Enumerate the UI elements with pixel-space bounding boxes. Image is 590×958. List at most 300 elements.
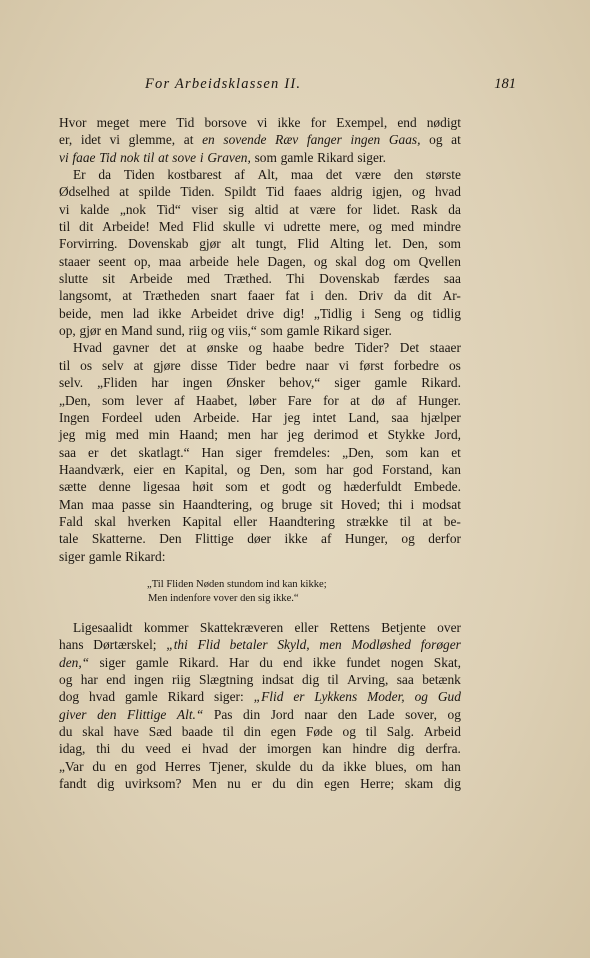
- word: [158, 305, 181, 322]
- word: [177, 706, 203, 723]
- roman-text: siger: [99, 654, 126, 670]
- word: [214, 688, 244, 705]
- word: [227, 775, 240, 792]
- word: [159, 218, 184, 235]
- roman-text: kostbarest: [167, 167, 222, 183]
- roman-text: passe: [121, 496, 151, 512]
- word: [405, 706, 437, 723]
- word: [415, 688, 428, 705]
- word: [59, 775, 87, 792]
- word: [421, 374, 461, 391]
- word: [307, 131, 342, 148]
- word: [93, 636, 156, 653]
- roman-text: vi: [256, 115, 268, 130]
- word: [167, 166, 221, 183]
- roman-text: du: [92, 758, 106, 774]
- roman-text: din: [243, 706, 261, 722]
- word: [426, 740, 461, 757]
- word: [230, 636, 268, 653]
- word: [293, 688, 304, 705]
- word: [224, 270, 272, 287]
- roman-text: eller: [294, 619, 319, 635]
- word: [444, 775, 461, 792]
- word: [92, 758, 105, 775]
- word: [139, 444, 190, 461]
- text-line: [59, 374, 461, 391]
- word: [149, 723, 172, 740]
- word: [271, 706, 294, 723]
- word: [388, 426, 425, 443]
- word: [247, 530, 271, 547]
- roman-text: en: [114, 758, 128, 774]
- roman-text: disse: [190, 357, 218, 373]
- roman-text: Dørtærskel;: [93, 637, 157, 653]
- roman-text: sig: [228, 201, 244, 217]
- roman-text: Tiden: [123, 167, 155, 183]
- roman-text: til: [222, 724, 234, 739]
- word: [326, 166, 342, 183]
- roman-text: lidet.: [372, 201, 400, 217]
- word: [375, 235, 392, 252]
- word: [312, 409, 336, 426]
- roman-text: sætte: [59, 479, 87, 495]
- text-line: [59, 253, 461, 270]
- word: [330, 619, 370, 636]
- roman-text: Rikard.: [178, 654, 219, 670]
- word: [59, 496, 84, 513]
- italic-text: og: [414, 689, 428, 705]
- roman-text: vi: [338, 357, 350, 373]
- word: [199, 671, 253, 688]
- italic-text: ingen: [350, 132, 381, 148]
- roman-text: og: [447, 706, 461, 722]
- roman-text: kan: [441, 461, 461, 477]
- roman-text: Haand;: [179, 427, 218, 443]
- word: [248, 287, 275, 304]
- roman-text: Rikard: [167, 689, 205, 705]
- roman-text: Ønsker: [226, 375, 266, 391]
- text-line: [59, 706, 461, 723]
- roman-text: og: [410, 305, 424, 321]
- roman-text: Tiden.: [180, 184, 215, 200]
- word: [59, 287, 111, 304]
- word: [339, 357, 349, 374]
- roman-text: betænk: [422, 671, 461, 687]
- word: [335, 253, 357, 270]
- roman-text: Thi: [286, 271, 305, 287]
- roman-text: Herre;: [360, 776, 395, 792]
- word: [110, 131, 120, 148]
- roman-text: lad: [132, 305, 150, 321]
- word: [133, 461, 153, 478]
- roman-text: af: [321, 531, 332, 547]
- word: [451, 131, 461, 148]
- text-line: [59, 496, 461, 513]
- word: [282, 496, 313, 513]
- word: [59, 426, 75, 443]
- word: [176, 114, 194, 131]
- roman-text: du: [299, 758, 314, 774]
- text-line: [59, 270, 461, 287]
- word: [99, 149, 116, 166]
- italic-text: „thi: [166, 637, 188, 653]
- word: [158, 149, 168, 166]
- roman-text: Haabet,: [196, 392, 238, 408]
- roman-text: dog: [365, 253, 386, 269]
- word: [237, 253, 259, 270]
- word: [420, 444, 439, 461]
- roman-text: mig: [85, 427, 106, 443]
- roman-text: veed: [145, 741, 171, 757]
- roman-text: sit: [102, 271, 116, 287]
- word: [163, 461, 176, 478]
- roman-text: spilde: [138, 184, 171, 200]
- word: [396, 392, 406, 409]
- word: [200, 619, 283, 636]
- word: [421, 636, 461, 653]
- roman-text: da: [448, 201, 461, 217]
- roman-text: jeg: [59, 427, 76, 443]
- word: [400, 339, 419, 356]
- roman-text: mere,: [329, 219, 360, 235]
- roman-text: ikke: [284, 531, 308, 547]
- roman-text: igjen,: [372, 184, 403, 200]
- roman-text: dig: [443, 776, 461, 792]
- word: [283, 218, 320, 235]
- roman-text: tungt,: [255, 236, 287, 252]
- word: [286, 270, 305, 287]
- roman-text: over: [437, 619, 461, 635]
- roman-text: dig: [97, 776, 115, 792]
- word: [282, 478, 306, 495]
- word: [59, 688, 79, 705]
- roman-text: min: [148, 427, 170, 443]
- roman-text: saa: [391, 409, 409, 425]
- roman-text: kommer: [143, 619, 189, 635]
- word: [261, 322, 283, 339]
- roman-text: Hunger,: [344, 531, 388, 547]
- word: [322, 758, 335, 775]
- roman-text: drive: [246, 305, 274, 321]
- word: [156, 322, 185, 339]
- word: [198, 636, 220, 653]
- word: [211, 287, 237, 304]
- word: [193, 409, 239, 426]
- word: [168, 688, 204, 705]
- roman-text: skatlagt.“: [138, 444, 190, 460]
- word: [125, 688, 158, 705]
- roman-text: Men: [192, 776, 217, 792]
- roman-text: os: [448, 357, 461, 373]
- word: [192, 775, 217, 792]
- italic-text: sovende: [223, 132, 267, 148]
- word: [120, 149, 139, 166]
- roman-text: idag,: [59, 741, 86, 757]
- roman-text: og: [248, 340, 263, 356]
- word: [400, 513, 411, 530]
- word: [59, 409, 90, 426]
- word: [149, 426, 170, 443]
- roman-text: glemme,: [128, 132, 176, 148]
- roman-text: Fald: [59, 513, 83, 529]
- word: [202, 131, 215, 148]
- word: [128, 513, 171, 530]
- word: [418, 392, 461, 409]
- word: [274, 444, 331, 461]
- roman-text: en: [162, 461, 176, 477]
- word: [433, 305, 461, 322]
- word: [159, 253, 181, 270]
- word: [302, 671, 319, 688]
- roman-text: Fordeel: [101, 409, 143, 425]
- roman-text: maa: [158, 253, 182, 269]
- roman-text: Tider?: [354, 340, 390, 356]
- word: [209, 758, 247, 775]
- roman-text: Qvellen: [418, 253, 461, 269]
- italic-text: at: [158, 149, 169, 165]
- word: [59, 235, 117, 252]
- roman-text: egen: [324, 776, 350, 792]
- word: [155, 409, 181, 426]
- roman-text: hindre: [352, 741, 387, 757]
- word: [448, 706, 461, 723]
- word: [441, 758, 460, 775]
- roman-text: og: [59, 671, 73, 687]
- roman-text: med: [115, 427, 139, 443]
- word: [256, 758, 291, 775]
- roman-text: „Tidlig: [313, 305, 353, 321]
- word: [182, 513, 221, 530]
- word: [288, 426, 304, 443]
- roman-text: af: [174, 392, 185, 408]
- roman-text: den: [337, 706, 358, 722]
- word: [134, 671, 164, 688]
- roman-text: slutte: [59, 271, 89, 287]
- word: [374, 305, 401, 322]
- word: [202, 444, 224, 461]
- roman-text: at: [422, 513, 433, 529]
- word: [297, 235, 319, 252]
- roman-text: og: [317, 479, 332, 495]
- word: [357, 149, 386, 166]
- roman-text: af: [396, 392, 407, 408]
- word: [281, 149, 314, 166]
- word: [424, 723, 461, 740]
- word: [294, 183, 322, 200]
- word: [214, 706, 233, 723]
- roman-text: ikke: [343, 758, 367, 774]
- roman-text: bedre: [314, 340, 345, 356]
- word: [97, 706, 116, 723]
- roman-text: altid: [254, 201, 279, 217]
- word: [366, 723, 377, 740]
- word: [120, 201, 146, 218]
- roman-text: har: [260, 427, 278, 443]
- roman-text: til: [365, 724, 377, 739]
- word: [172, 149, 196, 166]
- word: [223, 131, 266, 148]
- word: [223, 218, 255, 235]
- roman-text: gamle: [374, 375, 408, 391]
- roman-text: siger: [334, 375, 361, 391]
- word: [183, 496, 253, 513]
- word: [423, 513, 433, 530]
- word: [73, 339, 102, 356]
- roman-text: be-: [443, 513, 461, 529]
- roman-text: Tid“: [156, 201, 181, 217]
- word: [448, 201, 461, 218]
- text-line: [59, 392, 461, 409]
- verse-quote: [59, 578, 461, 606]
- roman-text: skulle: [222, 219, 255, 235]
- word: [233, 513, 257, 530]
- word: [228, 201, 244, 218]
- roman-text: dig: [397, 741, 415, 757]
- text-line: [59, 478, 461, 495]
- word: [96, 740, 110, 757]
- word: [343, 758, 366, 775]
- roman-text: gavner: [112, 340, 150, 356]
- word: [306, 723, 333, 740]
- word: [373, 201, 400, 218]
- word: [124, 166, 155, 183]
- roman-text: er,: [59, 132, 73, 148]
- text-line: [59, 723, 461, 740]
- roman-text: bruge: [281, 496, 313, 512]
- word: [394, 270, 430, 287]
- roman-text: eier: [133, 461, 154, 477]
- italic-text: Flittige: [126, 706, 167, 722]
- word: [102, 409, 143, 426]
- roman-text: da: [321, 758, 335, 774]
- roman-text: dig: [302, 671, 320, 687]
- roman-text: hverken: [127, 513, 171, 529]
- roman-text: vi: [109, 132, 121, 148]
- roman-text: „Den,: [59, 392, 91, 408]
- roman-text: Hvor: [59, 115, 87, 130]
- word: [375, 758, 407, 775]
- word: [410, 305, 423, 322]
- word: [228, 322, 257, 339]
- roman-text: Den,: [402, 236, 428, 252]
- word: [59, 478, 87, 495]
- roman-text: har: [80, 671, 98, 687]
- word: [133, 305, 149, 322]
- text-line: [59, 166, 461, 183]
- roman-text: fundet: [346, 654, 381, 670]
- word: [189, 322, 208, 339]
- roman-text: os: [80, 357, 93, 373]
- word: [125, 775, 182, 792]
- word: [381, 619, 426, 636]
- roman-text: Arbeide: [129, 271, 173, 287]
- word: [115, 758, 128, 775]
- roman-text: Arbeide.: [192, 409, 240, 425]
- text-line: [59, 409, 461, 426]
- roman-text: Rikard:: [125, 548, 166, 564]
- roman-text: siger: [235, 444, 262, 460]
- word: [200, 149, 204, 166]
- word: [321, 530, 331, 547]
- roman-text: Dovenskab: [319, 271, 380, 287]
- word: [174, 392, 184, 409]
- roman-text: til: [399, 513, 411, 529]
- word: [207, 149, 251, 166]
- word: [260, 478, 270, 495]
- word: [139, 114, 166, 131]
- roman-text: bedre: [265, 357, 296, 373]
- roman-text: den.: [324, 288, 348, 304]
- roman-text: tale: [59, 531, 79, 547]
- roman-text: til: [327, 671, 339, 687]
- word: [159, 496, 175, 513]
- roman-text: derfor: [428, 531, 461, 547]
- word: [421, 409, 461, 426]
- word: [151, 374, 168, 391]
- text-line: [59, 758, 461, 775]
- word: [182, 723, 213, 740]
- word: [334, 374, 360, 391]
- roman-text: og: [210, 323, 225, 339]
- roman-text: dit: [417, 288, 432, 304]
- text-line: [59, 201, 461, 218]
- word: [275, 131, 298, 148]
- word: [237, 461, 250, 478]
- roman-text: Skattekræveren: [199, 619, 284, 635]
- word: [346, 654, 380, 671]
- roman-text: og: [368, 219, 383, 235]
- roman-text: sover,: [405, 706, 437, 722]
- word: [224, 183, 256, 200]
- roman-text: Rikard.: [421, 375, 461, 391]
- word: [59, 636, 84, 653]
- word: [190, 305, 237, 322]
- roman-text: vi: [59, 201, 70, 217]
- roman-text: Rettens: [329, 619, 370, 635]
- roman-text: har: [151, 375, 169, 391]
- roman-text: Den,: [259, 461, 286, 477]
- word: [422, 496, 461, 513]
- word: [207, 339, 238, 356]
- word: [328, 671, 339, 688]
- word: [284, 409, 300, 426]
- word: [183, 374, 213, 391]
- word: [125, 548, 165, 565]
- word: [438, 688, 461, 705]
- word: [430, 339, 461, 356]
- word: [121, 322, 152, 339]
- italic-text: Alt.“: [176, 706, 204, 722]
- word: [325, 287, 348, 304]
- roman-text: da: [98, 167, 112, 183]
- roman-text: saa: [396, 671, 414, 687]
- roman-text: Seng: [374, 305, 401, 321]
- word: [81, 671, 98, 688]
- roman-text: være: [309, 201, 336, 217]
- roman-text: hvad: [434, 184, 461, 200]
- word: [196, 392, 237, 409]
- word: [97, 775, 114, 792]
- roman-text: og: [236, 461, 251, 477]
- roman-text: Jord,: [434, 427, 461, 443]
- word: [300, 758, 313, 775]
- word: [319, 636, 341, 653]
- word: [429, 131, 442, 148]
- word: [143, 287, 200, 304]
- word: [353, 740, 387, 757]
- roman-text: blues,: [375, 758, 407, 774]
- roman-text: at: [289, 201, 299, 217]
